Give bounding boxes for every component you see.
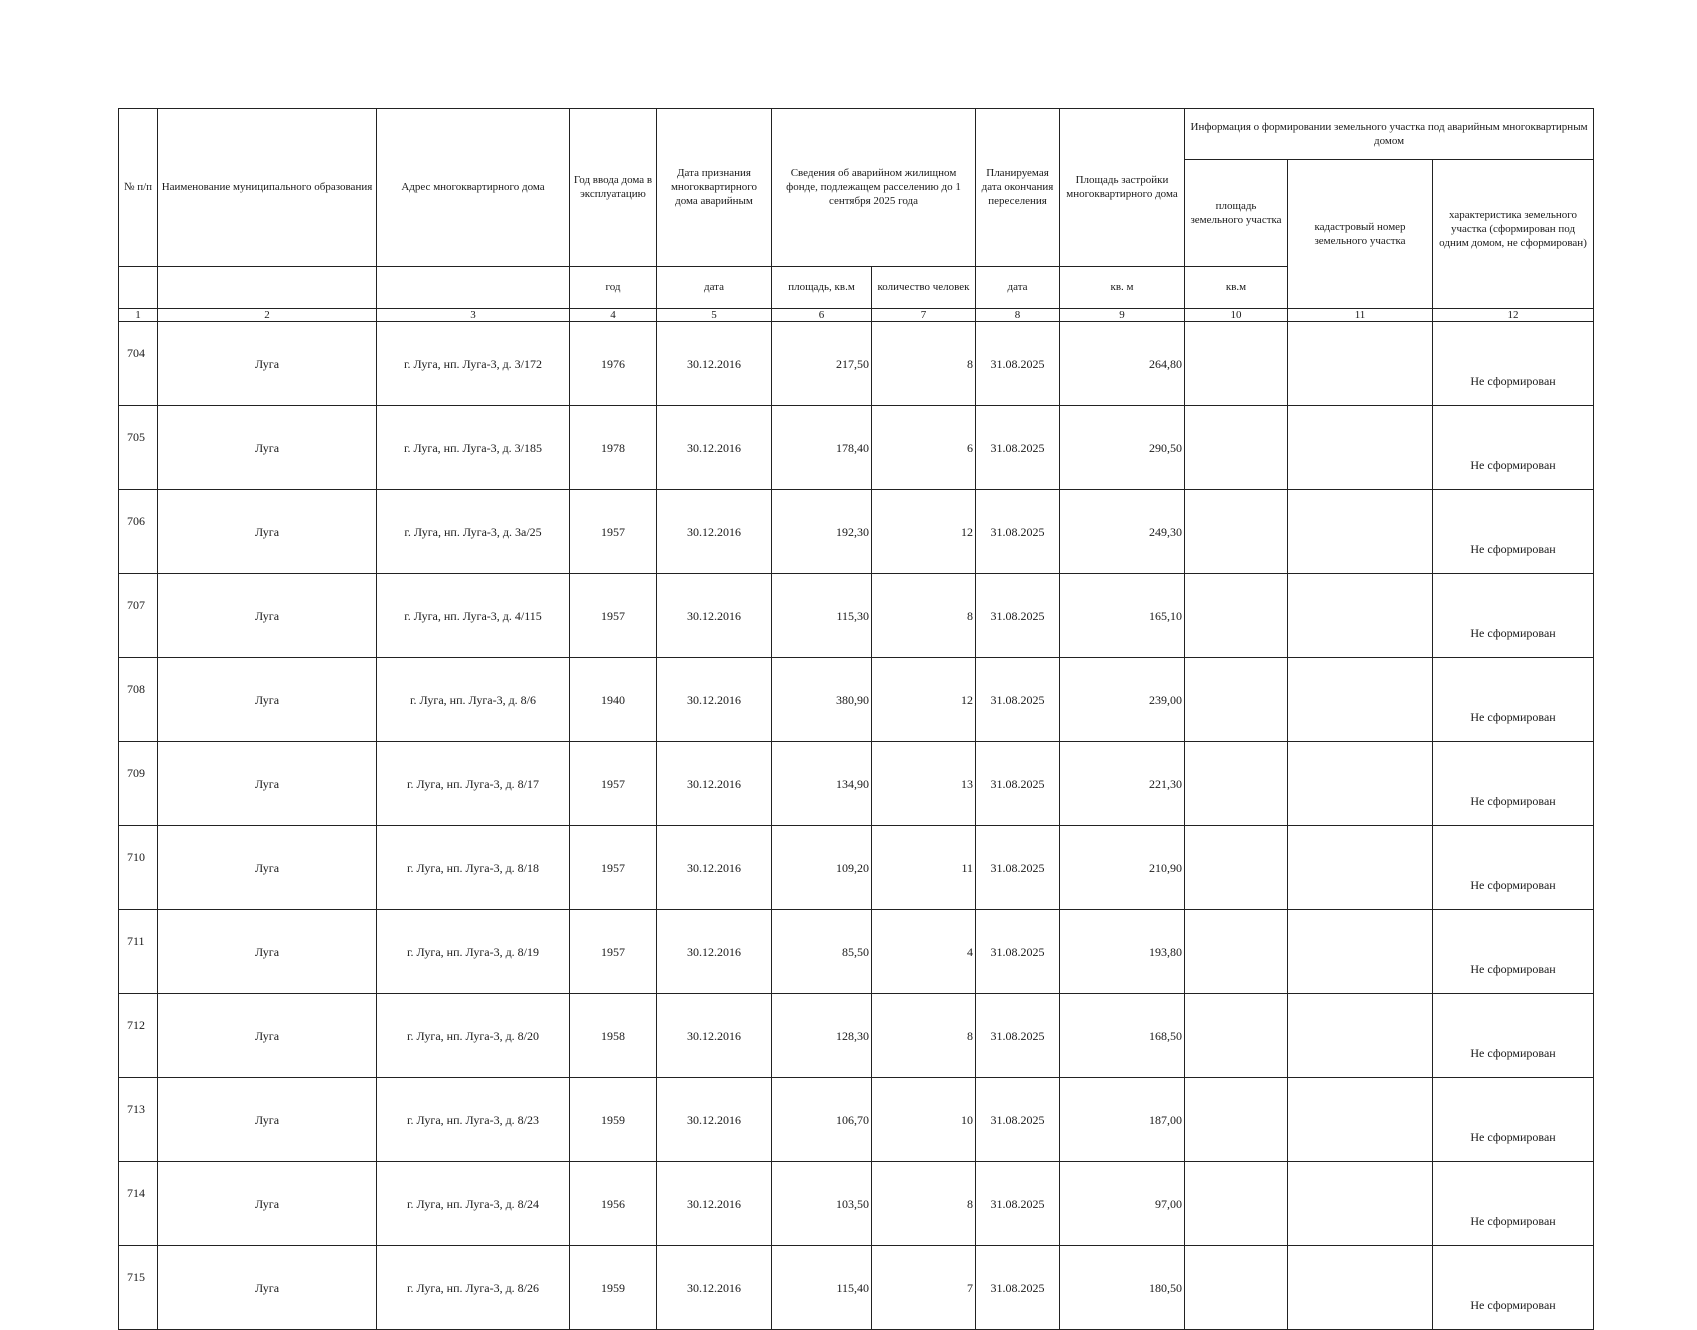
land-status: Не сформирован [1433, 1246, 1594, 1330]
emergency-date: 30.12.2016 [657, 1246, 772, 1330]
address: г. Луга, нп. Луга-3, д. 4/115 [377, 574, 570, 658]
year-built: 1957 [570, 490, 657, 574]
column-number: 8 [976, 309, 1060, 322]
address: г. Луга, нп. Луга-3, д. 3/172 [377, 322, 570, 406]
column-number: 7 [872, 309, 976, 322]
living-area: 115,40 [772, 1246, 872, 1330]
emergency-date: 30.12.2016 [657, 742, 772, 826]
municipality: Луга [158, 658, 377, 742]
planned-date: 31.08.2025 [976, 490, 1060, 574]
column-number: 11 [1288, 309, 1433, 322]
year-built: 1957 [570, 910, 657, 994]
building-area: 210,90 [1060, 826, 1185, 910]
address: г. Луга, нп. Луга-3, д. 8/6 [377, 658, 570, 742]
header-emergency-info: Сведения об аварийном жилищном фонде, подлежащем расселению до 1 сентября 2025 года [772, 109, 976, 267]
cadastral-number [1288, 1246, 1433, 1330]
year-built: 1978 [570, 406, 657, 490]
row-number: 709 [119, 742, 158, 826]
land-area [1185, 994, 1288, 1078]
people-count: 8 [872, 994, 976, 1078]
municipality: Луга [158, 826, 377, 910]
year-built: 1956 [570, 1162, 657, 1246]
planned-date: 31.08.2025 [976, 994, 1060, 1078]
living-area: 380,90 [772, 658, 872, 742]
emergency-date: 30.12.2016 [657, 658, 772, 742]
building-area: 249,30 [1060, 490, 1185, 574]
building-area: 221,30 [1060, 742, 1185, 826]
unit-date: дата [976, 266, 1060, 308]
municipality: Луга [158, 1162, 377, 1246]
building-area: 187,00 [1060, 1078, 1185, 1162]
cadastral-number [1288, 994, 1433, 1078]
building-area: 239,00 [1060, 658, 1185, 742]
land-status: Не сформирован [1433, 826, 1594, 910]
year-built: 1958 [570, 994, 657, 1078]
land-area [1185, 1078, 1288, 1162]
emergency-date: 30.12.2016 [657, 490, 772, 574]
column-number: 12 [1433, 309, 1594, 322]
planned-date: 31.08.2025 [976, 1246, 1060, 1330]
row-number: 712 [119, 994, 158, 1078]
people-count: 8 [872, 322, 976, 406]
year-built: 1957 [570, 826, 657, 910]
land-area [1185, 826, 1288, 910]
living-area: 178,40 [772, 406, 872, 490]
municipality: Луга [158, 910, 377, 994]
column-number: 4 [570, 309, 657, 322]
emergency-date: 30.12.2016 [657, 322, 772, 406]
building-area: 97,00 [1060, 1162, 1185, 1246]
emergency-date: 30.12.2016 [657, 994, 772, 1078]
land-status: Не сформирован [1433, 658, 1594, 742]
row-number: 711 [119, 910, 158, 994]
people-count: 4 [872, 910, 976, 994]
people-count: 13 [872, 742, 976, 826]
address: г. Луга, нп. Луга-3, д. 8/17 [377, 742, 570, 826]
building-area: 193,80 [1060, 910, 1185, 994]
header-emergency-date: Дата признания многоквартирного дома аварийным [657, 109, 772, 267]
header-address: Адрес многоквартирного дома [377, 109, 570, 267]
address: г. Луга, нп. Луга-3, д. 8/20 [377, 994, 570, 1078]
planned-date: 31.08.2025 [976, 322, 1060, 406]
land-area [1185, 490, 1288, 574]
living-area: 106,70 [772, 1078, 872, 1162]
land-area [1185, 322, 1288, 406]
table-row [119, 994, 1594, 1078]
emergency-date: 30.12.2016 [657, 1162, 772, 1246]
table-row [119, 490, 1594, 574]
year-built: 1959 [570, 1078, 657, 1162]
column-number: 5 [657, 309, 772, 322]
cadastral-number [1288, 490, 1433, 574]
header-building-area: Площадь застройки многоквартирного дома [1060, 109, 1185, 267]
table-row [119, 910, 1594, 994]
living-area: 134,90 [772, 742, 872, 826]
planned-date: 31.08.2025 [976, 910, 1060, 994]
address: г. Луга, нп. Луга-3, д. 3а/25 [377, 490, 570, 574]
table-row [119, 574, 1594, 658]
living-area: 217,50 [772, 322, 872, 406]
land-area [1185, 1246, 1288, 1330]
planned-date: 31.08.2025 [976, 574, 1060, 658]
land-area [1185, 406, 1288, 490]
header-land-characteristic: характеристика земельного участка (сформирован под одним домом, не сформирован) [1433, 160, 1594, 309]
row-number: 710 [119, 826, 158, 910]
building-area: 165,10 [1060, 574, 1185, 658]
living-area: 115,30 [772, 574, 872, 658]
land-status: Не сформирован [1433, 742, 1594, 826]
land-status: Не сформирован [1433, 994, 1594, 1078]
table-row [119, 322, 1594, 406]
people-count: 12 [872, 658, 976, 742]
emergency-date: 30.12.2016 [657, 406, 772, 490]
planned-date: 31.08.2025 [976, 1162, 1060, 1246]
land-status: Не сформирован [1433, 322, 1594, 406]
planned-date: 31.08.2025 [976, 1078, 1060, 1162]
municipality: Луга [158, 322, 377, 406]
unit-year: год [570, 266, 657, 308]
people-count: 11 [872, 826, 976, 910]
land-area [1185, 910, 1288, 994]
unit-date: дата [657, 266, 772, 308]
cadastral-number [1288, 1078, 1433, 1162]
living-area: 85,50 [772, 910, 872, 994]
living-area: 128,30 [772, 994, 872, 1078]
unit-blank [377, 266, 570, 308]
emergency-date: 30.12.2016 [657, 826, 772, 910]
land-status: Не сформирован [1433, 1078, 1594, 1162]
unit-blank [119, 266, 158, 308]
table-row [119, 826, 1594, 910]
table-body [119, 322, 1594, 1330]
planned-date: 31.08.2025 [976, 742, 1060, 826]
row-number: 706 [119, 490, 158, 574]
cadastral-number [1288, 322, 1433, 406]
cadastral-number [1288, 406, 1433, 490]
emergency-date: 30.12.2016 [657, 910, 772, 994]
land-status: Не сформирован [1433, 406, 1594, 490]
row-number: 708 [119, 658, 158, 742]
header-year-built: Год ввода дома в эксплуатацию [570, 109, 657, 267]
land-status: Не сформирован [1433, 910, 1594, 994]
year-built: 1940 [570, 658, 657, 742]
land-area [1185, 1162, 1288, 1246]
header-land-area: площадь земельного участка [1185, 160, 1288, 267]
table-row [119, 1246, 1594, 1330]
cadastral-number [1288, 658, 1433, 742]
table-row [119, 1162, 1594, 1246]
table-row [119, 658, 1594, 742]
municipality: Луга [158, 574, 377, 658]
land-area [1185, 658, 1288, 742]
row-number: 707 [119, 574, 158, 658]
table-row [119, 742, 1594, 826]
living-area: 192,30 [772, 490, 872, 574]
people-count: 12 [872, 490, 976, 574]
people-count: 7 [872, 1246, 976, 1330]
living-area: 109,20 [772, 826, 872, 910]
year-built: 1976 [570, 322, 657, 406]
row-number: 715 [119, 1246, 158, 1330]
table-row [119, 406, 1594, 490]
people-count: 8 [872, 574, 976, 658]
cadastral-number [1288, 1162, 1433, 1246]
address: г. Луга, нп. Луга-3, д. 3/185 [377, 406, 570, 490]
building-area: 168,50 [1060, 994, 1185, 1078]
people-count: 8 [872, 1162, 976, 1246]
row-number: 713 [119, 1078, 158, 1162]
year-built: 1957 [570, 742, 657, 826]
planned-date: 31.08.2025 [976, 658, 1060, 742]
emergency-date: 30.12.2016 [657, 574, 772, 658]
living-area: 103,50 [772, 1162, 872, 1246]
column-number: 1 [119, 309, 158, 322]
land-status: Не сформирован [1433, 574, 1594, 658]
address: г. Луга, нп. Луга-3, д. 8/26 [377, 1246, 570, 1330]
municipality: Луга [158, 490, 377, 574]
address: г. Луга, нп. Луга-3, д. 8/18 [377, 826, 570, 910]
people-count: 10 [872, 1078, 976, 1162]
cadastral-number [1288, 826, 1433, 910]
building-area: 180,50 [1060, 1246, 1185, 1330]
planned-date: 31.08.2025 [976, 826, 1060, 910]
table-header [119, 109, 1594, 322]
column-numbers-row [119, 309, 1594, 322]
unit-people: количество человек [872, 266, 976, 308]
emergency-date: 30.12.2016 [657, 1078, 772, 1162]
land-area [1185, 742, 1288, 826]
people-count: 6 [872, 406, 976, 490]
header-cadastral-number: кадастровый номер земельного участка [1288, 160, 1433, 309]
building-area: 264,80 [1060, 322, 1185, 406]
unit-blank [158, 266, 377, 308]
year-built: 1959 [570, 1246, 657, 1330]
header-land-info: Информация о формировании земельного участка под аварийным многоквартирным домом [1185, 109, 1594, 160]
cadastral-number [1288, 574, 1433, 658]
municipality: Луга [158, 742, 377, 826]
municipality: Луга [158, 1246, 377, 1330]
emergency-housing-table [118, 108, 1594, 1330]
address: г. Луга, нп. Луга-3, д. 8/19 [377, 910, 570, 994]
municipality: Луга [158, 406, 377, 490]
municipality: Луга [158, 1078, 377, 1162]
column-number: 9 [1060, 309, 1185, 322]
building-area: 290,50 [1060, 406, 1185, 490]
row-number: 704 [119, 322, 158, 406]
column-number: 2 [158, 309, 377, 322]
row-number: 705 [119, 406, 158, 490]
planned-date: 31.08.2025 [976, 406, 1060, 490]
land-status: Не сформирован [1433, 1162, 1594, 1246]
unit-sqm: кв. м [1060, 266, 1185, 308]
address: г. Луга, нп. Луга-3, д. 8/23 [377, 1078, 570, 1162]
column-number: 3 [377, 309, 570, 322]
column-number: 6 [772, 309, 872, 322]
municipality: Луга [158, 994, 377, 1078]
header-planned-date: Планируемая дата окончания переселения [976, 109, 1060, 267]
header-row-number: № п/п [119, 109, 158, 267]
address: г. Луга, нп. Луга-3, д. 8/24 [377, 1162, 570, 1246]
land-status: Не сформирован [1433, 490, 1594, 574]
column-number: 10 [1185, 309, 1288, 322]
table-row [119, 1078, 1594, 1162]
unit-sqm: кв.м [1185, 266, 1288, 308]
header-municipality: Наименование муниципального образования [158, 109, 377, 267]
year-built: 1957 [570, 574, 657, 658]
row-number: 714 [119, 1162, 158, 1246]
cadastral-number [1288, 910, 1433, 994]
cadastral-number [1288, 742, 1433, 826]
unit-area: площадь, кв.м [772, 266, 872, 308]
land-area [1185, 574, 1288, 658]
